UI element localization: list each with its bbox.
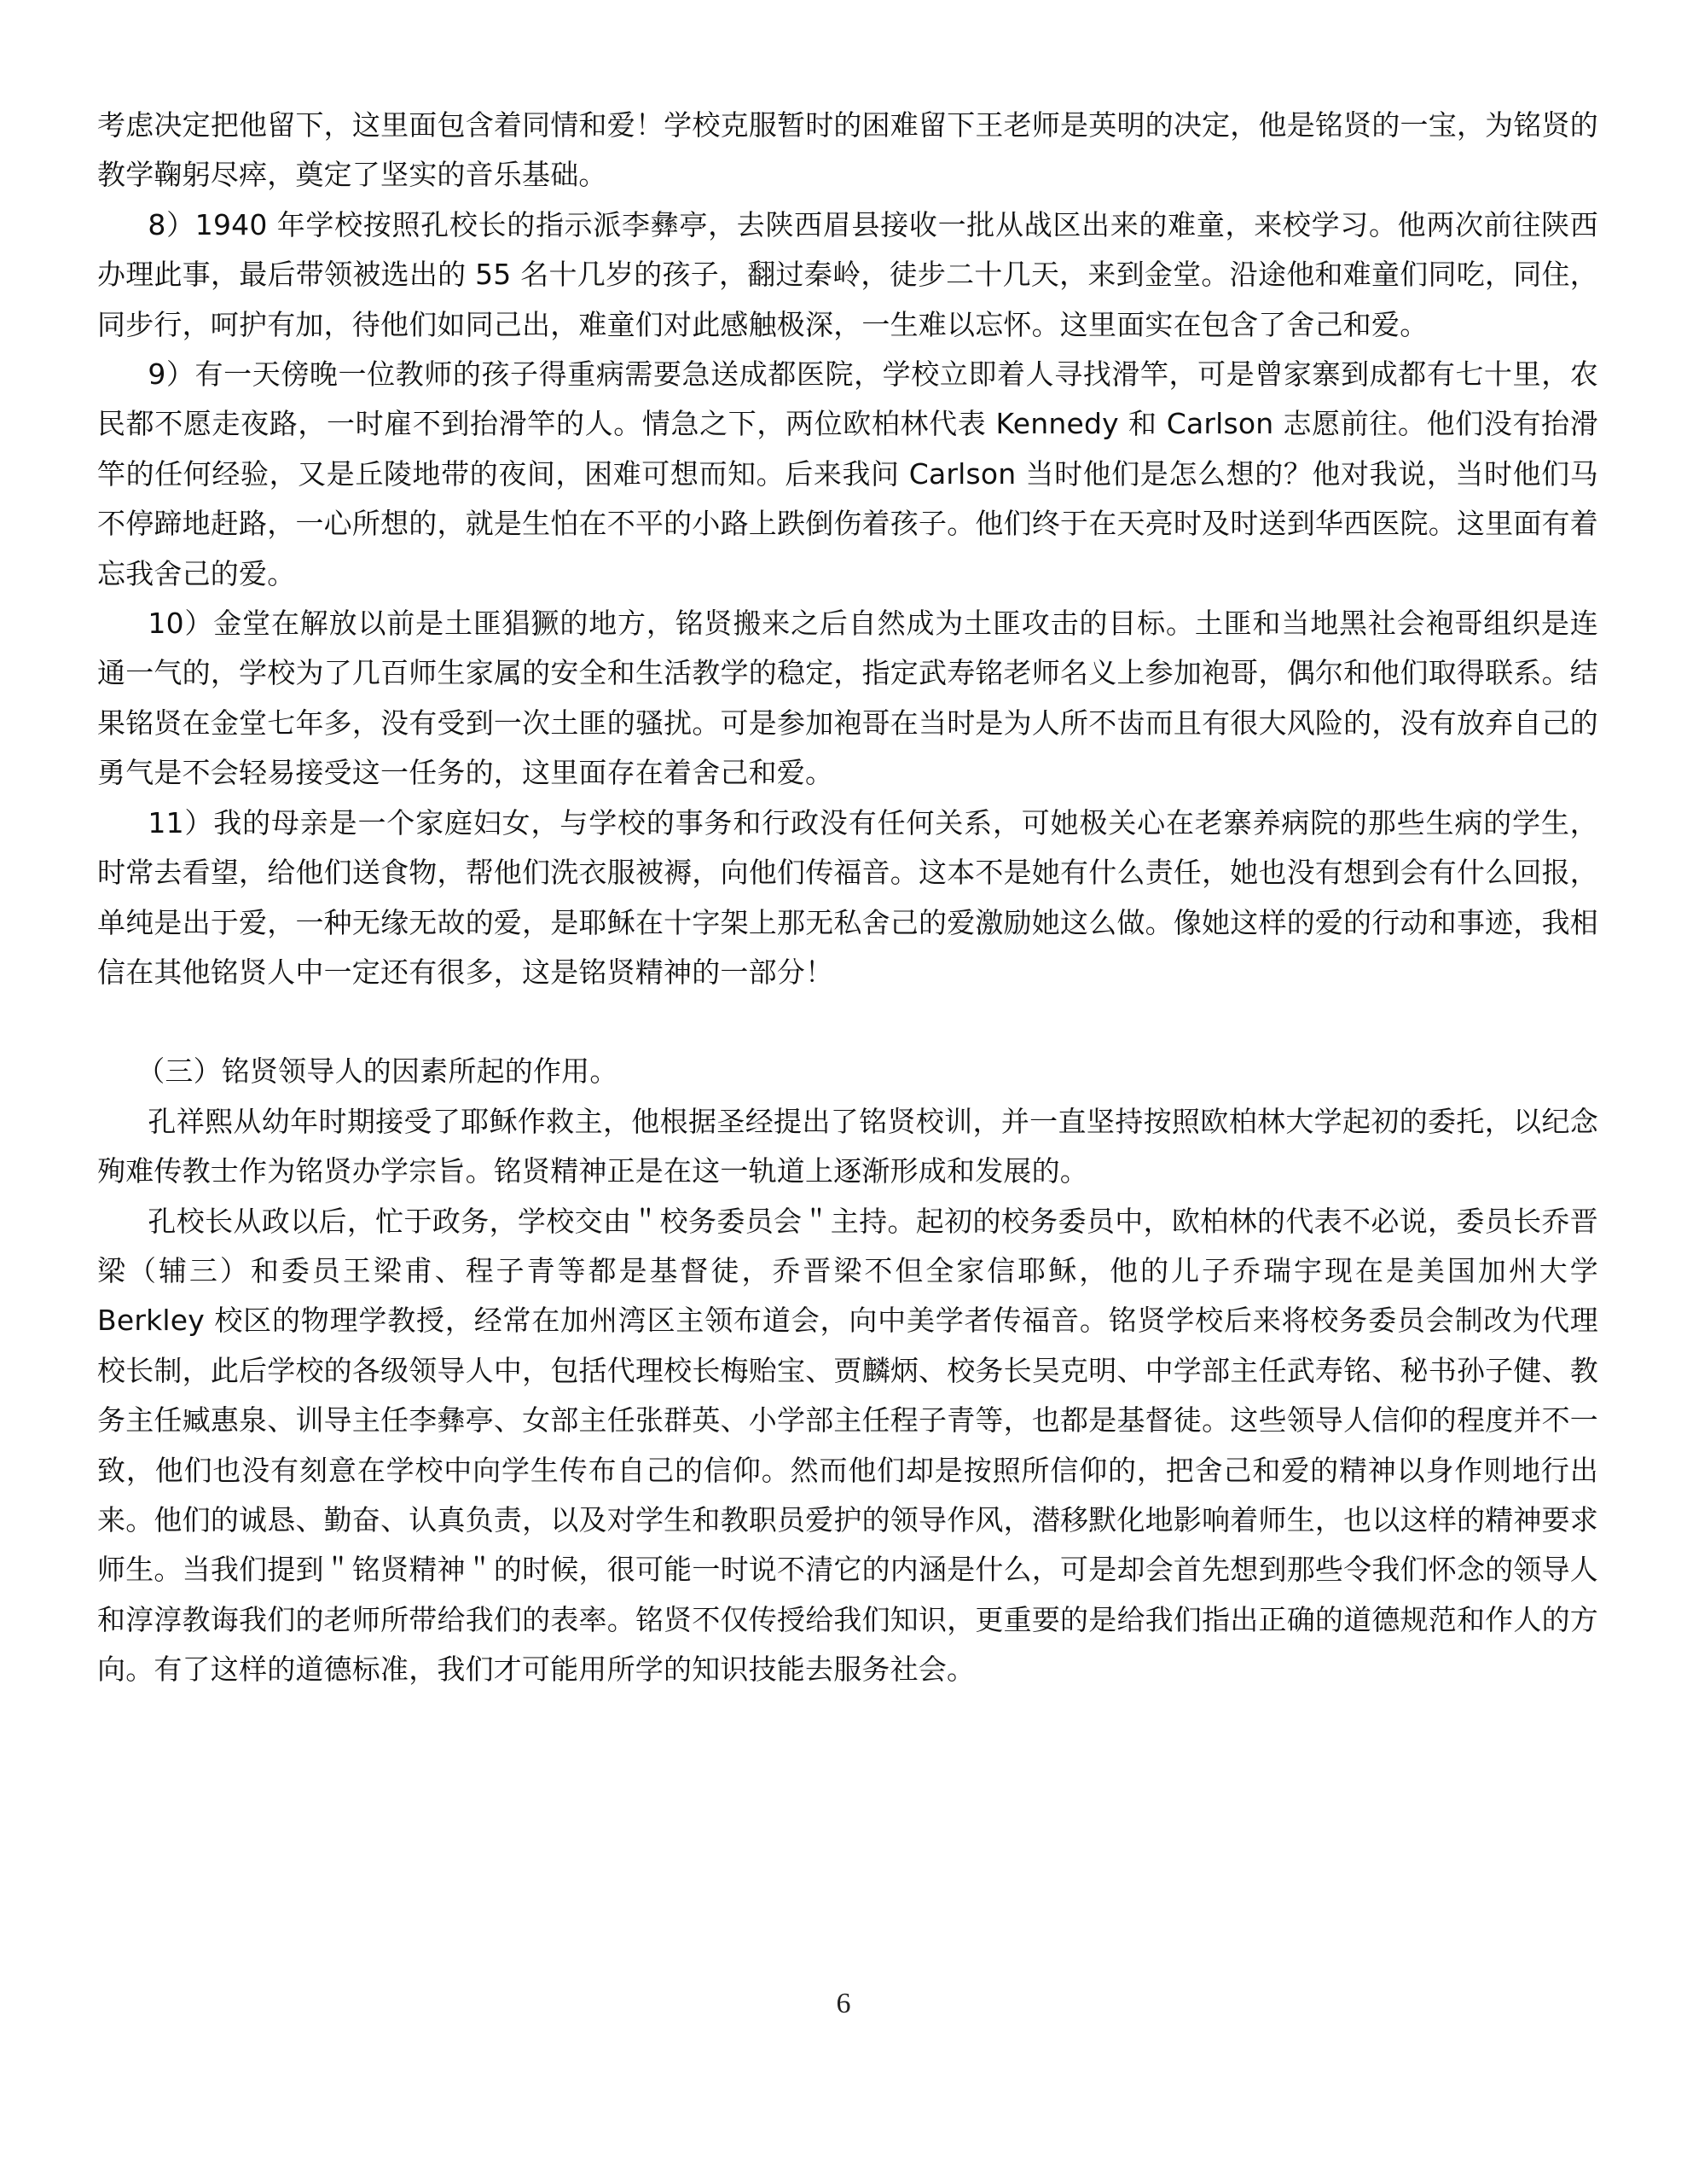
- paragraph-kong-xiangxi: 孔祥熙从幼年时期接受了耶稣作救主，他根据圣经提出了铭贤校训，并一直坚持按照欧柏林大学起初的委托，以纪念殉难传教士作为铭贤办学宗旨。铭贤精神正是在这一轨道上逐渐形成和发展的。: [97, 1104, 1598, 1188]
- paragraph-item-9: 9）有一天傍晚一位教师的孩子得重病需要急送成都医院，学校立即着人寻找滑竿，可是曾家寨到成都有七十里，农民都不愿走夜路，一时雇不到抬滑竿的人。情急之下，两位欧柏林代表 Kennedy 和 Carlson 志愿前往。他们没有抬滑竿的任何经验，又是丘陵地带的夜间，困难可想而知。后来我问 Carlson 当时他们是怎么想的？他对我说，当时他们马不停蹄地赶路，一心所想的，就是生怕在不平的小路上跌倒伤着孩子。他们终于在天亮时及时送到华西医院。这里面有着忘我舍己的爱。: [97, 357, 1598, 590]
- section-heading: （三）铭贤领导人的因素所起的作用。: [136, 1054, 618, 1089]
- paragraph-continuation: 考虑决定把他留下，这里面包含着同情和爱！学校克服暂时的困难留下王老师是英明的决定，他是铭贤的一宝，为铭贤的教学鞠躬尽瘁，奠定了坚实的音乐基础。: [97, 108, 1598, 192]
- body-text: [97, 101, 1598, 1695]
- paragraph-item-8: 8）1940 年学校按照孔校长的指示派李彝亭，去陕西眉县接收一批从战区出来的难童，来校学习。他两次前往陕西办理此事，最后带领被选出的 55 名十几岁的孩子，翻过秦岭，徒步二十几天，来到金堂。沿途他和难童们同吃，同住，同步行，呵护有加，待他们如同己出，难童们对此感触极深，一生难以忘怀。这里面实在包含了舍己和爱。: [97, 207, 1598, 341]
- paragraph-item-11: 11）我的母亲是一个家庭妇女，与学校的事务和行政没有任何关系，可她极关心在老寨养病院的那些生病的学生，时常去看望，给他们送食物，帮他们洗衣服被褥，向他们传福音。这本不是她有什么责任，她也没有想到会有什么回报，单纯是出于爱，一种无缘无故的爱，是耶稣在十字架上那无私舍己的爱激励她这么做。像她这样的爱的行动和事迹，我相信在其他铭贤人中一定还有很多，这是铭贤精神的一部分！: [97, 805, 1598, 989]
- paragraph-leadership: 孔校长从政以后，忙于政务，学校交由＂校务委员会＂主持。起初的校务委员中，欧柏林的代表不必说，委员长乔晋梁（辅三）和委员王梁甫、程子青等都是基督徒，乔晋梁不但全家信耶稣，他的儿子乔瑞宇现在是美国加州大学 Berkley 校区的物理学教授，经常在加州湾区主领布道会，向中美学者传福音。铭贤学校后来将校务委员会制改为代理校长制，此后学校的各级领导人中，包括代理校长梅贻宝、贾麟炳、校务长吴克明、中学部主任武寿铭、秘书孙子健、教务主任臧惠泉、训导主任李彝亭、女部主任张群英、小学部主任程子青等，也都是基督徒。这些领导人信仰的程度并不一致，他们也没有刻意在学校中向学生传布自己的信仰。然而他们却是按照所信仰的，把舍己和爱的精神以身作则地行出来。他们的诚恳、勤奋、认真负责，以及对学生和教职员爱护的领导作风，潜移默化地影响着师生，也以这样的精神要求师生。当我们提到＂铭贤精神＂的时候，很可能一时说不清它的内涵是什么，可是却会首先想到那些令我们怀念的领导人和淳淳教诲我们的老师所带给我们的表率。铭贤不仅传授给我们知识，更重要的是给我们指出正确的道德规范和作人的方向。有了这样的道德标准，我们才可能用所学的知识技能去服务社会。: [97, 1204, 1598, 1687]
- paragraph-item-10: 10）金堂在解放以前是土匪猖獗的地方，铭贤搬来之后自然成为土匪攻击的目标。土匪和当地黑社会袍哥组织是连通一气的，学校为了几百师生家属的安全和生活教学的稳定，指定武寿铭老师名义上参加袍哥，偶尔和他们取得联系。结果铭贤在金堂七年多，没有受到一次土匪的骚扰。可是参加袍哥在当时是为人所不齿而且有很大风险的，没有放弃自己的勇气是不会轻易接受这一任务的，这里面存在着舍己和爱。: [97, 607, 1598, 790]
- page-number: 6: [836, 1988, 851, 2019]
